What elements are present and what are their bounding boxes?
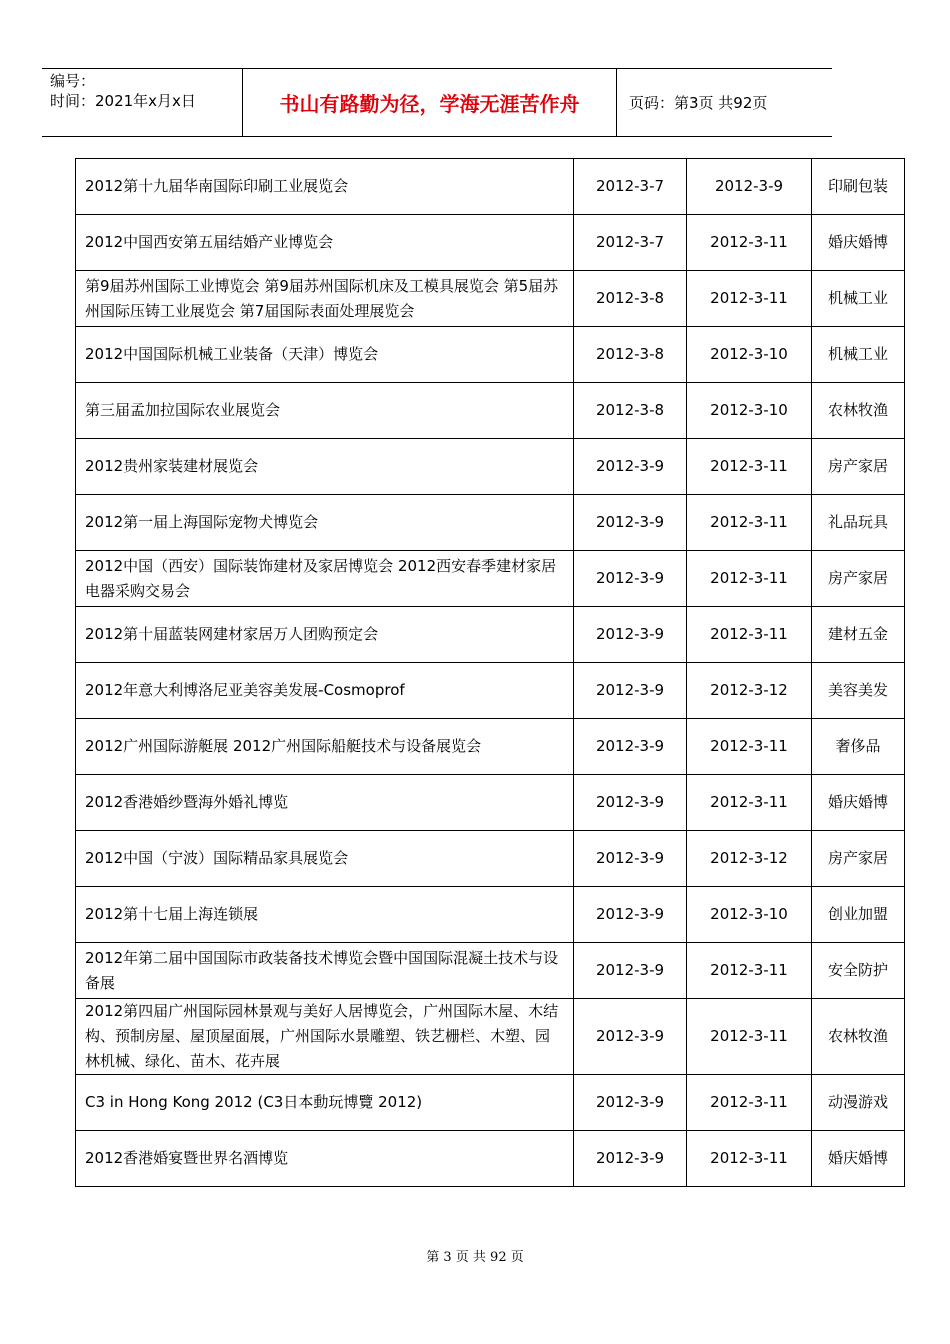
end-date-cell: 2012-3-9 <box>687 159 812 215</box>
start-date-cell: 2012-3-7 <box>574 215 687 271</box>
end-date-cell: 2012-3-11 <box>687 1131 812 1187</box>
category-cell: 印刷包装 <box>812 159 905 215</box>
start-date-cell: 2012-3-9 <box>574 719 687 775</box>
category-cell: 婚庆婚博 <box>812 215 905 271</box>
end-date-cell: 2012-3-11 <box>687 215 812 271</box>
table-row <box>76 1075 905 1131</box>
category-cell: 安全防护 <box>812 943 905 999</box>
exhibition-name-cell: C3 in Hong Kong 2012 (C3日本動玩博覽 2012) <box>76 1075 574 1131</box>
start-date-cell: 2012-3-9 <box>574 999 687 1075</box>
header-meta <box>42 69 243 136</box>
category-cell: 婚庆婚博 <box>812 1131 905 1187</box>
end-date-cell: 2012-3-10 <box>687 327 812 383</box>
exhibition-table <box>75 158 905 1187</box>
table-row <box>76 551 905 607</box>
exhibition-name-cell: 2012中国（宁波）国际精品家具展览会 <box>76 831 574 887</box>
exhibition-name-cell: 2012年第二届中国国际市政装备技术博览会暨中国国际混凝土技术与设备展 <box>76 943 574 999</box>
page-footer: 第 3 页 共 92 页 <box>426 1250 524 1265</box>
exhibition-name-cell: 2012中国国际机械工业装备（天津）博览会 <box>76 327 574 383</box>
exhibition-name-cell: 2012第十届蓝装网建材家居万人团购预定会 <box>76 607 574 663</box>
start-date-cell: 2012-3-9 <box>574 439 687 495</box>
category-cell: 房产家居 <box>812 551 905 607</box>
exhibition-name-cell: 2012中国西安第五届结婚产业博览会 <box>76 215 574 271</box>
table-row <box>76 495 905 551</box>
document-time-label: 时间：2021年x月x日 <box>50 92 196 110</box>
header-page-info: 页码：第3页 共92页 <box>629 94 768 112</box>
end-date-cell: 2012-3-11 <box>687 271 812 327</box>
category-cell: 奢侈品 <box>812 719 905 775</box>
end-date-cell: 2012-3-12 <box>687 831 812 887</box>
start-date-cell: 2012-3-9 <box>574 1131 687 1187</box>
category-cell: 农林牧渔 <box>812 383 905 439</box>
exhibition-name-cell: 2012第一届上海国际宠物犬博览会 <box>76 495 574 551</box>
category-cell: 礼品玩具 <box>812 495 905 551</box>
table-row <box>76 831 905 887</box>
start-date-cell: 2012-3-9 <box>574 551 687 607</box>
start-date-cell: 2012-3-9 <box>574 831 687 887</box>
end-date-cell: 2012-3-11 <box>687 775 812 831</box>
end-date-cell: 2012-3-11 <box>687 439 812 495</box>
category-cell: 创业加盟 <box>812 887 905 943</box>
end-date-cell: 2012-3-11 <box>687 551 812 607</box>
table-row <box>76 999 905 1075</box>
exhibition-name-cell: 2012香港婚宴暨世界名酒博览 <box>76 1131 574 1187</box>
end-date-cell: 2012-3-11 <box>687 719 812 775</box>
category-cell: 美容美发 <box>812 663 905 719</box>
header-motto: 书山有路勤为径，学海无涯苦作舟 <box>243 69 617 136</box>
exhibition-name-cell: 2012年意大利博洛尼亚美容美发展-Cosmoprof <box>76 663 574 719</box>
end-date-cell: 2012-3-11 <box>687 495 812 551</box>
table-row <box>76 439 905 495</box>
document-number-label: 编号： <box>50 72 96 90</box>
end-date-cell: 2012-3-12 <box>687 663 812 719</box>
end-date-cell: 2012-3-11 <box>687 1075 812 1131</box>
table-row <box>76 271 905 327</box>
exhibition-name-cell: 2012贵州家装建材展览会 <box>76 439 574 495</box>
start-date-cell: 2012-3-9 <box>574 495 687 551</box>
start-date-cell: 2012-3-9 <box>574 607 687 663</box>
table-row <box>76 383 905 439</box>
table-row <box>76 943 905 999</box>
category-cell: 建材五金 <box>812 607 905 663</box>
table-row <box>76 775 905 831</box>
table-row <box>76 719 905 775</box>
table-row <box>76 1131 905 1187</box>
end-date-cell: 2012-3-10 <box>687 887 812 943</box>
start-date-cell: 2012-3-9 <box>574 943 687 999</box>
start-date-cell: 2012-3-9 <box>574 887 687 943</box>
table-row <box>76 887 905 943</box>
exhibition-name-cell: 2012广州国际游艇展 2012广州国际船艇技术与设备展览会 <box>76 719 574 775</box>
table-row <box>76 215 905 271</box>
start-date-cell: 2012-3-8 <box>574 327 687 383</box>
start-date-cell: 2012-3-7 <box>574 159 687 215</box>
start-date-cell: 2012-3-9 <box>574 1075 687 1131</box>
category-cell: 机械工业 <box>812 327 905 383</box>
start-date-cell: 2012-3-8 <box>574 271 687 327</box>
exhibition-table-body <box>76 159 905 1187</box>
start-date-cell: 2012-3-9 <box>574 663 687 719</box>
page-header <box>42 68 832 137</box>
table-row <box>76 159 905 215</box>
exhibition-name-cell: 2012香港婚纱暨海外婚礼博览 <box>76 775 574 831</box>
exhibition-name-cell: 第9届苏州国际工业博览会 第9届苏州国际机床及工模具展览会 第5届苏州国际压铸工业展览会 第7届国际表面处理展览会 <box>76 271 574 327</box>
start-date-cell: 2012-3-9 <box>574 775 687 831</box>
exhibition-name-cell: 2012第十九届华南国际印刷工业展览会 <box>76 159 574 215</box>
exhibition-name-cell: 2012第四届广州国际园林景观与美好人居博览会，广州国际木屋、木结构、预制房屋、屋顶屋面展，广州国际水景雕塑、铁艺栅栏、木塑、园林机械、绿化、苗木、花卉展 <box>76 999 574 1075</box>
exhibition-name-cell: 第三届孟加拉国际农业展览会 <box>76 383 574 439</box>
end-date-cell: 2012-3-11 <box>687 999 812 1075</box>
table-row <box>76 327 905 383</box>
table-row <box>76 607 905 663</box>
category-cell: 房产家居 <box>812 831 905 887</box>
start-date-cell: 2012-3-8 <box>574 383 687 439</box>
category-cell: 房产家居 <box>812 439 905 495</box>
table-row <box>76 663 905 719</box>
end-date-cell: 2012-3-11 <box>687 943 812 999</box>
category-cell: 动漫游戏 <box>812 1075 905 1131</box>
end-date-cell: 2012-3-10 <box>687 383 812 439</box>
exhibition-name-cell: 2012中国（西安）国际装饰建材及家居博览会 2012西安春季建材家居电器采购交易会 <box>76 551 574 607</box>
category-cell: 机械工业 <box>812 271 905 327</box>
category-cell: 婚庆婚博 <box>812 775 905 831</box>
category-cell: 农林牧渔 <box>812 999 905 1075</box>
end-date-cell: 2012-3-11 <box>687 607 812 663</box>
exhibition-name-cell: 2012第十七届上海连锁展 <box>76 887 574 943</box>
